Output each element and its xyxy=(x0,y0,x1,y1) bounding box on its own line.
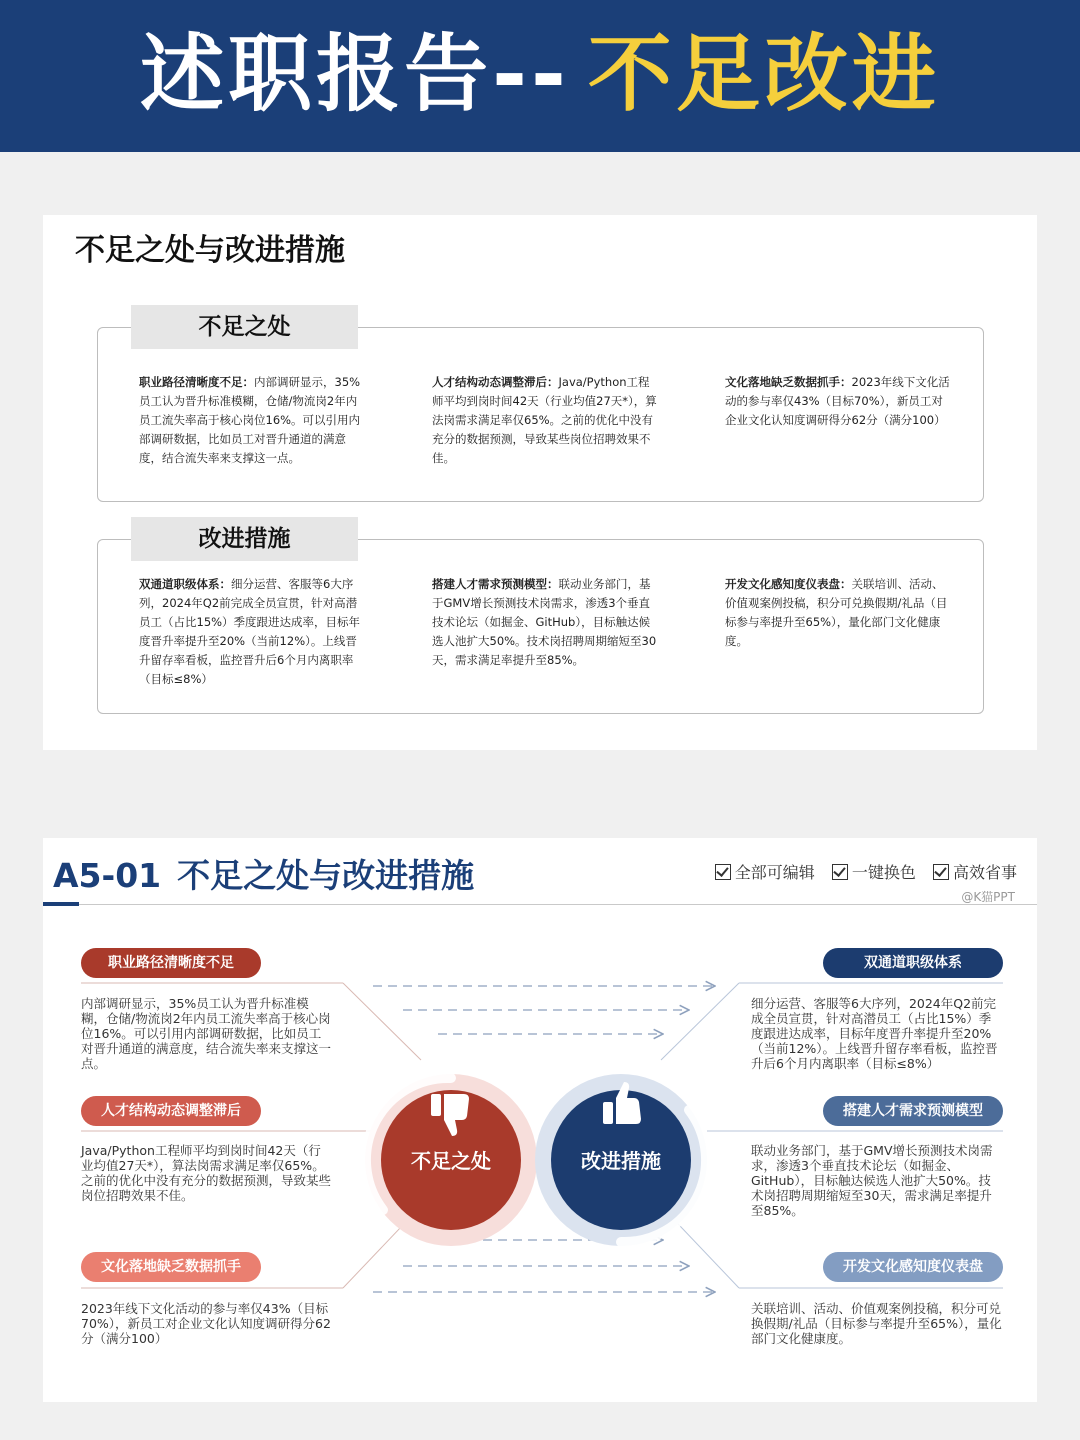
brand-watermark: @K猫PPT xyxy=(961,890,1015,904)
center-left-label: 不足之处 xyxy=(411,1149,491,1173)
slide-preview-1 xyxy=(43,215,1037,750)
item-heading: 文化落地缺乏数据抓手： xyxy=(725,375,852,389)
item-body: 细分运营、客服等6大序列，2024年Q2前完成全员宣贯，针对高潜员工（占比15%）季度跟进达成率，目标年度晋升率提升至20%（当前12%）。上线晋升留存率看板，监控晋升后6个月内离职率（目标≤8%） xyxy=(139,577,361,686)
item-heading: 开发文化感知度仪表盘： xyxy=(725,577,852,591)
feature-label: 一键换色 xyxy=(851,863,916,882)
feature-label: 全部可编辑 xyxy=(734,863,815,882)
feature-item xyxy=(832,863,916,882)
banner-title xyxy=(0,22,1080,126)
banner-title-main: 述职报告-- xyxy=(140,25,570,123)
item-heading: 搭建人才需求预测模型： xyxy=(432,577,559,591)
left-item-text: 2023年线下文化活动的参与率仅43%（目标70%），新员工对企业文化认知度调研得分62分（满分100） xyxy=(81,1301,331,1346)
insufficiency-item xyxy=(139,373,367,468)
feature-checklist xyxy=(703,860,1017,883)
item-body: 2023年线下文化活动的参与率仅43%（目标70%），新员工对企业文化认知度调研得分62分（满分100） xyxy=(725,375,950,427)
right-item-pill: 开发文化感知度仪表盘 xyxy=(823,1252,1003,1282)
item-body: 联动业务部门，基于GMV增长预测技术岗需求，渗透3个垂直技术论坛（如掘金、GitHub），目标触达候选人池扩大50%。技术岗招聘周期缩短至30天，需求满足率提升至85%。 xyxy=(432,577,657,667)
checkbox-icon xyxy=(832,864,848,880)
left-item-pill: 文化落地缺乏数据抓手 xyxy=(81,1252,261,1282)
improvement-item xyxy=(432,575,660,670)
checkbox-icon xyxy=(715,864,731,880)
improvements-tab: 改进措施 xyxy=(131,517,358,561)
feature-item xyxy=(715,863,815,882)
title-accent-bar xyxy=(43,902,79,906)
improvement-item xyxy=(139,575,367,689)
checkbox-icon xyxy=(933,864,949,880)
header-banner xyxy=(0,0,1080,152)
right-item-pill: 搭建人才需求预测模型 xyxy=(823,1096,1003,1126)
banner-title-highlight: 不足改进 xyxy=(587,25,940,123)
insufficiency-item xyxy=(725,373,953,430)
item-body: 关联培训、活动、价值观案例投稿，积分可兑换假期/礼品（目标参与率提升至65%），量化部门文化健康度。 xyxy=(725,577,948,648)
item-body: 内部调研显示，35%员工认为晋升标准模糊，仓储/物流岗2年内员工流失率高于核心岗位16%。可以引用内部调研数据，比如员工对晋升通道的满意度，结合流失率来支撑这一点。 xyxy=(139,375,361,465)
feature-item xyxy=(933,863,1017,882)
insufficiency-item xyxy=(432,373,660,468)
slide1-title: 不足之处与改进措施 xyxy=(75,233,345,268)
center-right-label: 改进措施 xyxy=(581,1149,661,1173)
item-heading: 人才结构动态调整滞后： xyxy=(432,375,559,389)
slide-preview-2 xyxy=(43,838,1037,1402)
right-item-text: 联动业务部门，基于GMV增长预测技术岗需求，渗透3个垂直技术论坛（如掘金、GitHub），目标触达候选人池扩大50%。技术岗招聘周期缩短至30天，需求满足率提升至85%。 xyxy=(751,1143,993,1218)
slide2-title xyxy=(53,854,474,898)
improvement-item xyxy=(725,575,953,651)
right-item-pill: 双通道职级体系 xyxy=(823,948,1003,978)
right-item-text: 关联培训、活动、价值观案例投稿，积分可兑换假期/礼品（目标参与率提升至65%），量化部门文化健康度。 xyxy=(751,1301,1002,1346)
title-divider xyxy=(43,904,1037,905)
slide-code: A5-01 xyxy=(53,856,162,895)
item-body: Java/Python工程师平均到岗时间42天（行业均值27天*），算法岗需求满足率仅65%。之前的优化中没有充分的数据预测，导致某些岗位招聘效果不佳。 xyxy=(432,375,657,465)
left-item-pill: 人才结构动态调整滞后 xyxy=(81,1096,261,1126)
left-item-text: 内部调研显示，35%员工认为晋升标准模糊，仓储/物流岗2年内员工流失率高于核心岗位16%。可以引用内部调研数据，比如员工对晋升通道的满意度，结合流失率来支撑这一点。 xyxy=(81,996,332,1071)
item-heading: 职业路径清晰度不足： xyxy=(139,375,254,389)
insufficiencies-tab: 不足之处 xyxy=(131,305,358,349)
left-item-pill: 职业路径清晰度不足 xyxy=(81,948,261,978)
feature-label: 高效省事 xyxy=(952,863,1017,882)
item-heading: 双通道职级体系： xyxy=(139,577,231,591)
left-item-text: Java/Python工程师平均到岗时间42天（行业均值27天*），算法岗需求满足率仅65%。之前的优化中没有充分的数据预测，导致某些岗位招聘效果不佳。 xyxy=(81,1143,332,1203)
slide2-title-text: 不足之处与改进措施 xyxy=(177,856,475,895)
right-item-text: 细分运营、客服等6大序列，2024年Q2前完成全员宣贯，针对高潜员工（占比15%）季度跟进达成率，目标年度晋升率提升至20%（当前12%）。上线晋升留存率看板，监控晋升后6个月内离职率（目标≤8%） xyxy=(751,996,998,1071)
